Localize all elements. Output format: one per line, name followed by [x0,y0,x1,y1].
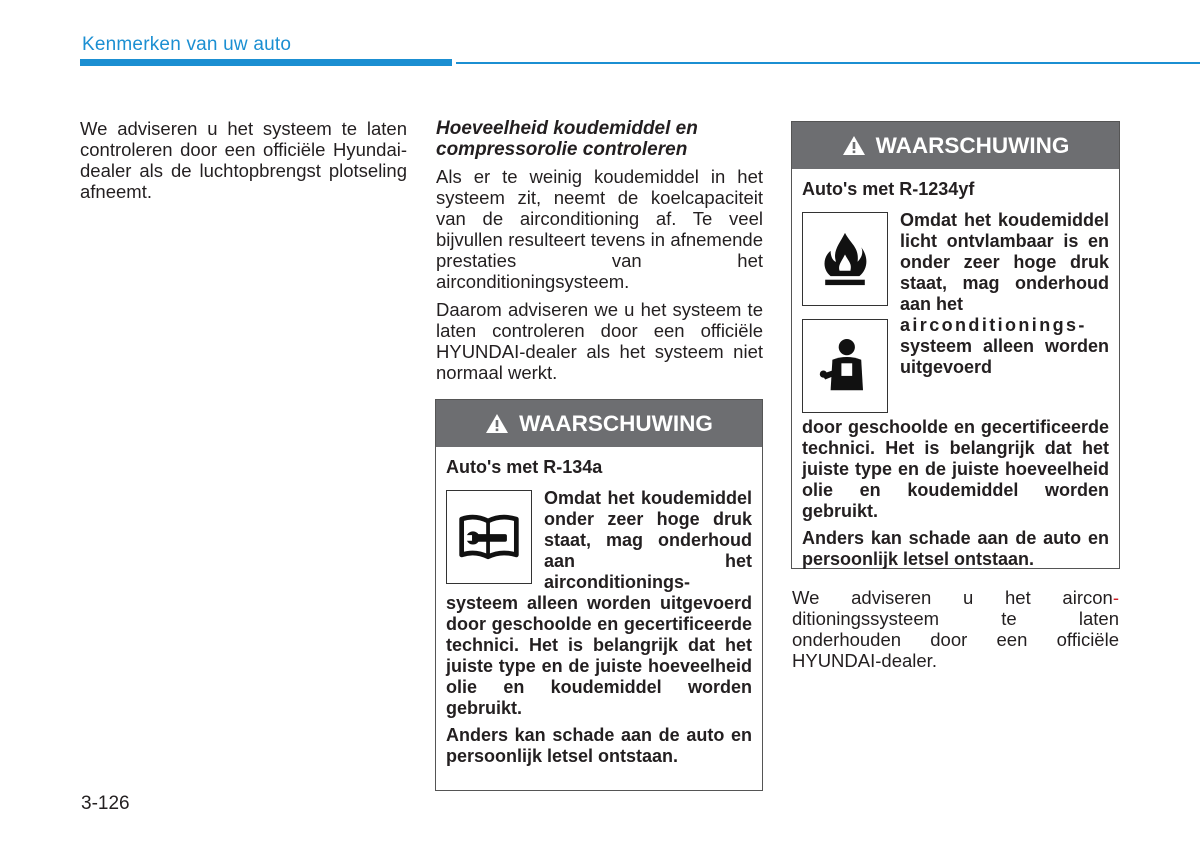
header-rule-thick [80,59,452,66]
section-heading-line2: compressorolie controleren [436,139,688,160]
warning-text-spaced: airconditionings- [900,315,1087,335]
column-3-bottom [792,587,1119,671]
section-heading-line1: Hoeveelheid koudemiddel en [436,118,698,139]
warning-subtitle: Auto's met R-134a [446,457,603,477]
col2-paragraph-1: Als er te weinig koudemiddel in het systeem zit, neemt de koelcapaciteit van de airconditioning af. Te veel bijvullen resulteert tevens in afnemende prestaties van het airconditioningsysteem. [436,166,763,292]
warning-box-r134a [435,399,763,791]
header-rule-thin [456,62,1200,64]
warning-body [792,169,1119,570]
section-heading [436,118,763,160]
manual-book-wrench-icon [446,490,532,584]
col1-paragraph: We adviseren u het systeem te laten controleren door een officiële Hyundai-dealer als de luchtopbrengst plotseling afneemt. [80,118,407,202]
warning-subtitle: Auto's met R-1234yf [802,179,975,199]
technician-icon [802,319,888,413]
page-number: 3-126 [81,793,130,814]
warning-header [436,400,762,447]
flammable-icon [802,212,888,306]
warning-text-part3: door geschoolde en gecertificeerde technici. Het is belangrijk dat het juiste type en de juiste hoeveelheid olie en koudemiddel worden gebruikt. [802,417,1109,521]
warning-triangle-icon [485,413,509,434]
warning-text-para2: Anders kan schade aan de auto en persoonlijk letsel ontstaan. [802,528,1109,569]
warning-title: WAARSCHUWING [519,410,713,436]
col3-hyphen: - [1112,587,1119,608]
col2-paragraph-2: Daarom adviseren we u het systeem te laten controleren door een officiële HYUNDAI-dealer als het systeem niet normaal werkt. [436,299,763,383]
warning-body [436,447,762,767]
col3-text-b: ditioningssysteem te laten onderhouden door een officiële HYUNDAI-dealer. [792,608,1119,671]
warning-box-r1234yf [791,121,1120,569]
warning-header [792,122,1119,169]
column-1 [80,118,407,202]
warning-text-part2: systeem alleen worden uitgevoerd [900,336,1109,377]
warning-triangle-icon [842,135,866,156]
warning-title: WAARSCHUWING [875,132,1070,158]
warning-text-part1: Omdat het koudemiddel licht ontvlambaar is en onder zeer hoge druk staat, mag onderhoud aan het [900,210,1109,314]
col3-text-a: We adviseren u het aircon [792,587,1113,608]
warning-text-part1: Omdat het koudemiddel onder zeer hoge druk staat, mag onderhoud aan het airconditionings- [544,488,752,592]
warning-text-para2: Anders kan schade aan de auto en persoonlijk letsel ontstaan. [446,725,752,766]
section-header-title: Kenmerken van uw auto [82,34,292,55]
warning-text-part2: systeem alleen worden uitgevoerd door geschoolde en gecertificeerde technici. Het is belangrijk dat het juiste type en de juiste hoeveelheid olie en koudemiddel worden gebruikt. [446,593,752,718]
column-2 [436,118,763,383]
col3-paragraph [792,587,1119,671]
